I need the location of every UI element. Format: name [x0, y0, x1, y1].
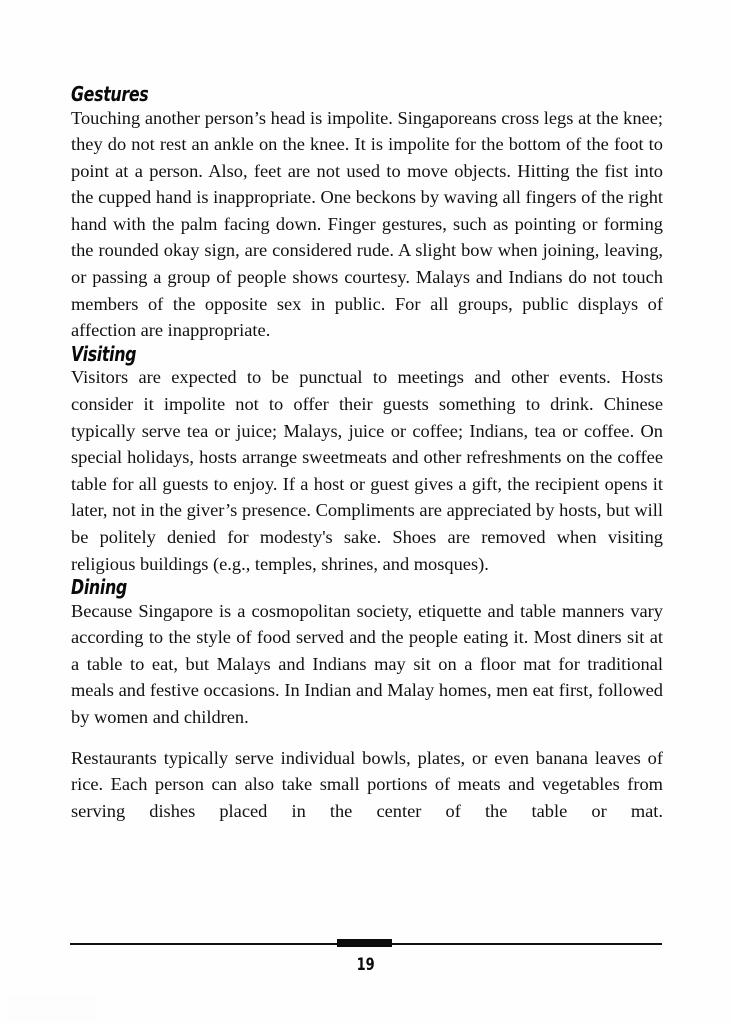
paragraph-dining-1: Because Singapore is a cosmopolitan society, etiquette and table manners vary according to the style of food served and the people eating it. Most diners sit at a table to eat, but Malays and Indians may sit on a floor mat for traditional meals and festive occasions. In Indian and Malay homes, men eat first, followed by women and children. — [71, 600, 663, 727]
paragraph-gestures-1: Touching another person’s head is impolite. Singaporeans cross legs at the knee; they do not rest an ankle on the knee. It is impolite for the bottom of the foot to point at a person. Also, feet are not used to move objects. Hitting the fist into the cupped hand is inappropriate. One beckons by waving all fingers of the right hand with the palm facing down. Finger gestures, such as pointing or forming the rounded okay sign, are considered rude. A slight bow when joining, leaving, or passing a group of people shows courtesy. Malays and Indians do not touch members of the opposite sex in public. For all groups, public displays of affection are inappropriate. — [71, 107, 663, 341]
paragraph-visiting-1: Visitors are expected to be punctual to meetings and other events. Hosts consider it impolite not to offer their guests something to drink. Chinese typically serve tea or juice; Malays, juice or coffee; Indians, tea or coffee. On special holidays, hosts arrange sweetmeats and other refreshments on the coffee table for all guests to enjoy. If a host or guest gives a gift, the recipient opens it later, not in the giver’s presence. Compliments are appreciated by hosts, but will be politely denied for modesty's sake. Shoes are removed when visiting religious buildings (e.g., temples, shrines, and mosques). — [71, 367, 663, 574]
paragraph-dining-2: Restaurants typically serve individual bowls, plates, or even banana leaves of rice. Each person can also take small portions of meats and vegetables from serving dishes placed in the center of the table or mat. — [71, 747, 663, 821]
page-number-value: 19 — [356, 955, 375, 975]
page-number — [0, 955, 731, 975]
page-content — [71, 84, 663, 824]
section-heading-visiting: Visiting — [71, 341, 137, 366]
section-heading-gestures: Gestures — [71, 82, 149, 106]
scan-artifact — [8, 995, 98, 1021]
page-footer — [0, 938, 731, 998]
section-heading-dining: Dining — [71, 575, 127, 600]
footer-center-tab — [337, 939, 392, 947]
